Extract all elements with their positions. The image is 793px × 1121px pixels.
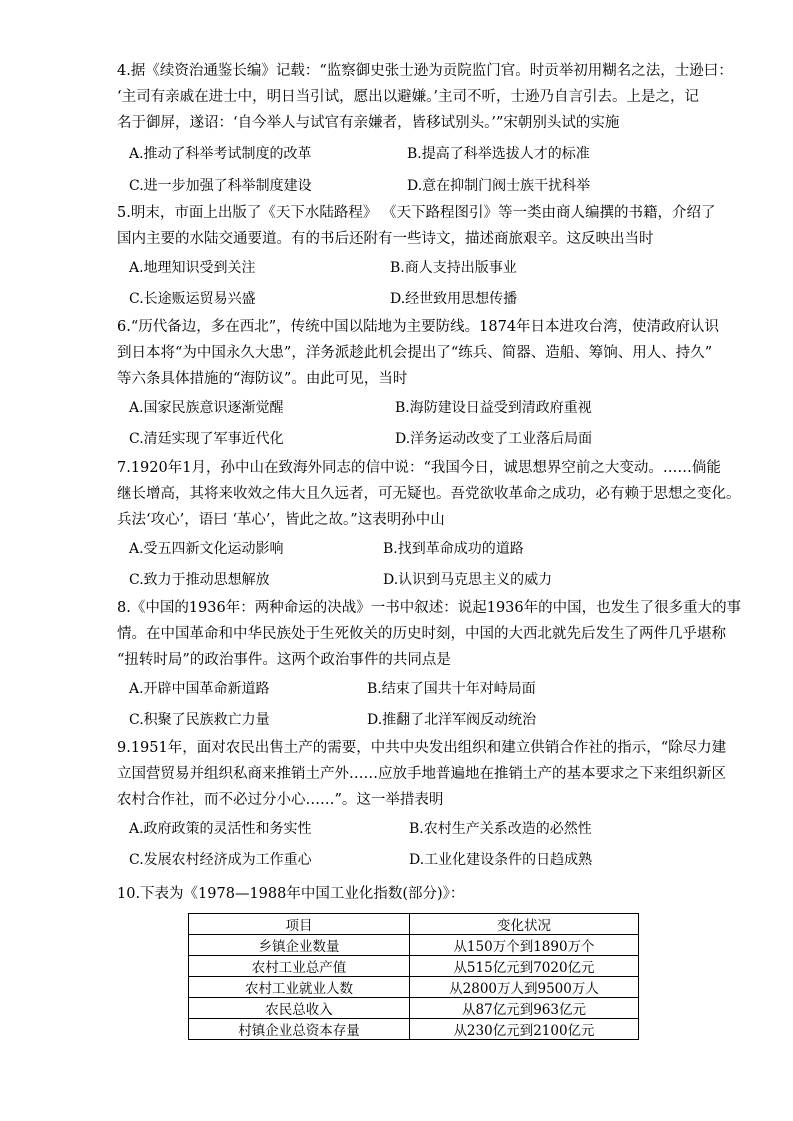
option-c[interactable]: C.长途贩运贸易兴盛 [129,291,256,307]
question-stem-line: 10.下表为《1978—1988年中国工业化指数(部分)》： [117,886,465,902]
option-a[interactable]: A.国家民族意识逐渐觉醒 [129,400,284,416]
table-header-row [189,914,639,935]
question-stem-line: 名于御屏，遂诏：‘自今举人与试官有亲嫌者，皆移试别头。’”宋朝别头试的实施 [117,115,620,131]
table-cell-item: 村镇企业总资本存量 [189,1019,410,1040]
question-stem-line: 7.1920年1月，孙中山在致海外同志的信中说：“我国今日，诚思想界空前之大变动。……倘能 [117,460,721,476]
question-stem-line: 5.明末，市面上出版了《天下水陆路程》 《天下路程图引》等一类由商人编撰的书籍，介绍了 [117,205,716,221]
option-c[interactable]: C.致力于推动思想解放 [129,572,270,588]
table-row [189,977,639,998]
question-stem-line: 9.1951年，面对农民出售土产的需要，中共中央发出组织和建立供销合作社的指示，“除尽力建 [117,740,727,756]
table-cell-change: 从2800万人到9500万人 [410,977,639,998]
option-c[interactable]: C.清廷实现了军事近代化 [129,431,284,447]
table-header-cell: 变化状况 [410,914,639,935]
option-a[interactable]: A.推动了科举考试制度的改革 [129,146,312,162]
industrialization-index-table [188,913,639,1040]
option-d[interactable]: D.认识到马克思主义的威力 [383,572,553,588]
option-a[interactable]: A.开辟中国革命新道路 [129,681,270,697]
option-c[interactable]: C.积聚了民族救亡力量 [129,712,270,728]
table-row [189,1019,639,1040]
option-a[interactable]: A.地理知识受到关注 [129,260,256,276]
option-a[interactable]: A.政府政策的灵活性和务实性 [129,821,312,837]
table-cell-change: 从230亿元到2100亿元 [410,1019,639,1040]
question-stem-line: “扭转时局”的政治事件。这两个政治事件的共同点是 [117,652,451,668]
question-stem-line: 继长增高，其将来收效之伟大且久远者，可无疑也。吾党欲收革命之成功，必有赖于思想之变化。 [117,486,741,502]
question-stem-line: 国内主要的水陆交通要道。有的书后还附有一些诗文，描述商旅艰辛。这反映出当时 [117,231,654,247]
option-c[interactable]: C.发展农村经济成为工作重心 [129,852,312,868]
table-row [189,956,639,977]
table-row [189,935,639,956]
question-stem-line: 立国营贸易并组织私商来推销土产外……应放手地普遍地在推销土产的基本要求之下来组织新区 [117,766,726,782]
table-cell-change: 从150万个到1890万个 [410,935,639,956]
option-a[interactable]: A.受五四新文化运动影响 [129,541,284,557]
table-cell-item: 农民总收入 [189,998,410,1019]
question-stem-line: 到日本将“为中国永久大患”，洋务派趁此机会提出了“练兵、简器、造船、筹饷、用人、持久” [117,345,713,361]
table-cell-item: 农村工业总产值 [189,956,410,977]
table-header-cell: 项目 [189,914,410,935]
table-cell-item: 乡镇企业数量 [189,935,410,956]
option-d[interactable]: D.推翻了北洋军阀反动统治 [367,712,537,728]
question-stem-line: 农村合作社，而不必过分小心……”。这一举措表明 [117,792,444,808]
option-b[interactable]: B.农村生产关系改造的必然性 [409,821,592,837]
question-stem-line: 情。在中国革命和中华民族处于生死攸关的历史时刻，中国的大西北就先后发生了两件几乎堪称 [117,626,726,642]
option-b[interactable]: B.找到革命成功的道路 [383,541,524,557]
table-cell-item: 农村工业就业人数 [189,977,410,998]
option-d[interactable]: D.经世致用思想传播 [390,291,518,307]
table-cell-change: 从87亿元到963亿元 [410,998,639,1019]
question-stem-line: 6.“历代备边，多在西北”，传统中国以陆地为主要防线。1874年日本进攻台湾，使清政府认识 [117,319,720,335]
question-stem-line: 兵法‘攻心’，语曰 ‘革心’，皆此之故。”这表明孙中山 [117,512,445,528]
question-stem-line: 等六条具体措施的“海防议”。由此可见，当时 [117,371,408,387]
option-d[interactable]: D.意在抑制门阀士族干扰科举 [407,178,591,194]
option-c[interactable]: C.进一步加强了科举制度建设 [129,178,312,194]
table-cell-change: 从515亿元到7020亿元 [410,956,639,977]
option-d[interactable]: D.洋务运动改变了工业落后局面 [395,431,593,447]
option-b[interactable]: B.商人支持出版事业 [390,260,517,276]
question-stem-line: 8.《中国的1936年：两种命运的决战》一书中叙述：说起1936年的中国，也发生了很多重大的事 [117,600,742,616]
table-row [189,998,639,1019]
question-stem-line: 4.据《续资治通鉴长编》记载：“监察御史张士逊为贡院监门官。时贡举初用糊名之法，士逊曰： [117,63,733,79]
option-b[interactable]: B.海防建设日益受到清政府重视 [395,400,592,416]
option-b[interactable]: B.结束了国共十年对峙局面 [367,681,536,697]
question-stem-line: ‘主司有亲戚在进士中，明日当引试，愿出以避嫌。’主司不听，士逊乃自言引去。上是之，记 [117,89,699,105]
option-d[interactable]: D.工业化建设条件的日趋成熟 [409,852,593,868]
option-b[interactable]: B.提高了科举选拔人才的标准 [407,146,590,162]
